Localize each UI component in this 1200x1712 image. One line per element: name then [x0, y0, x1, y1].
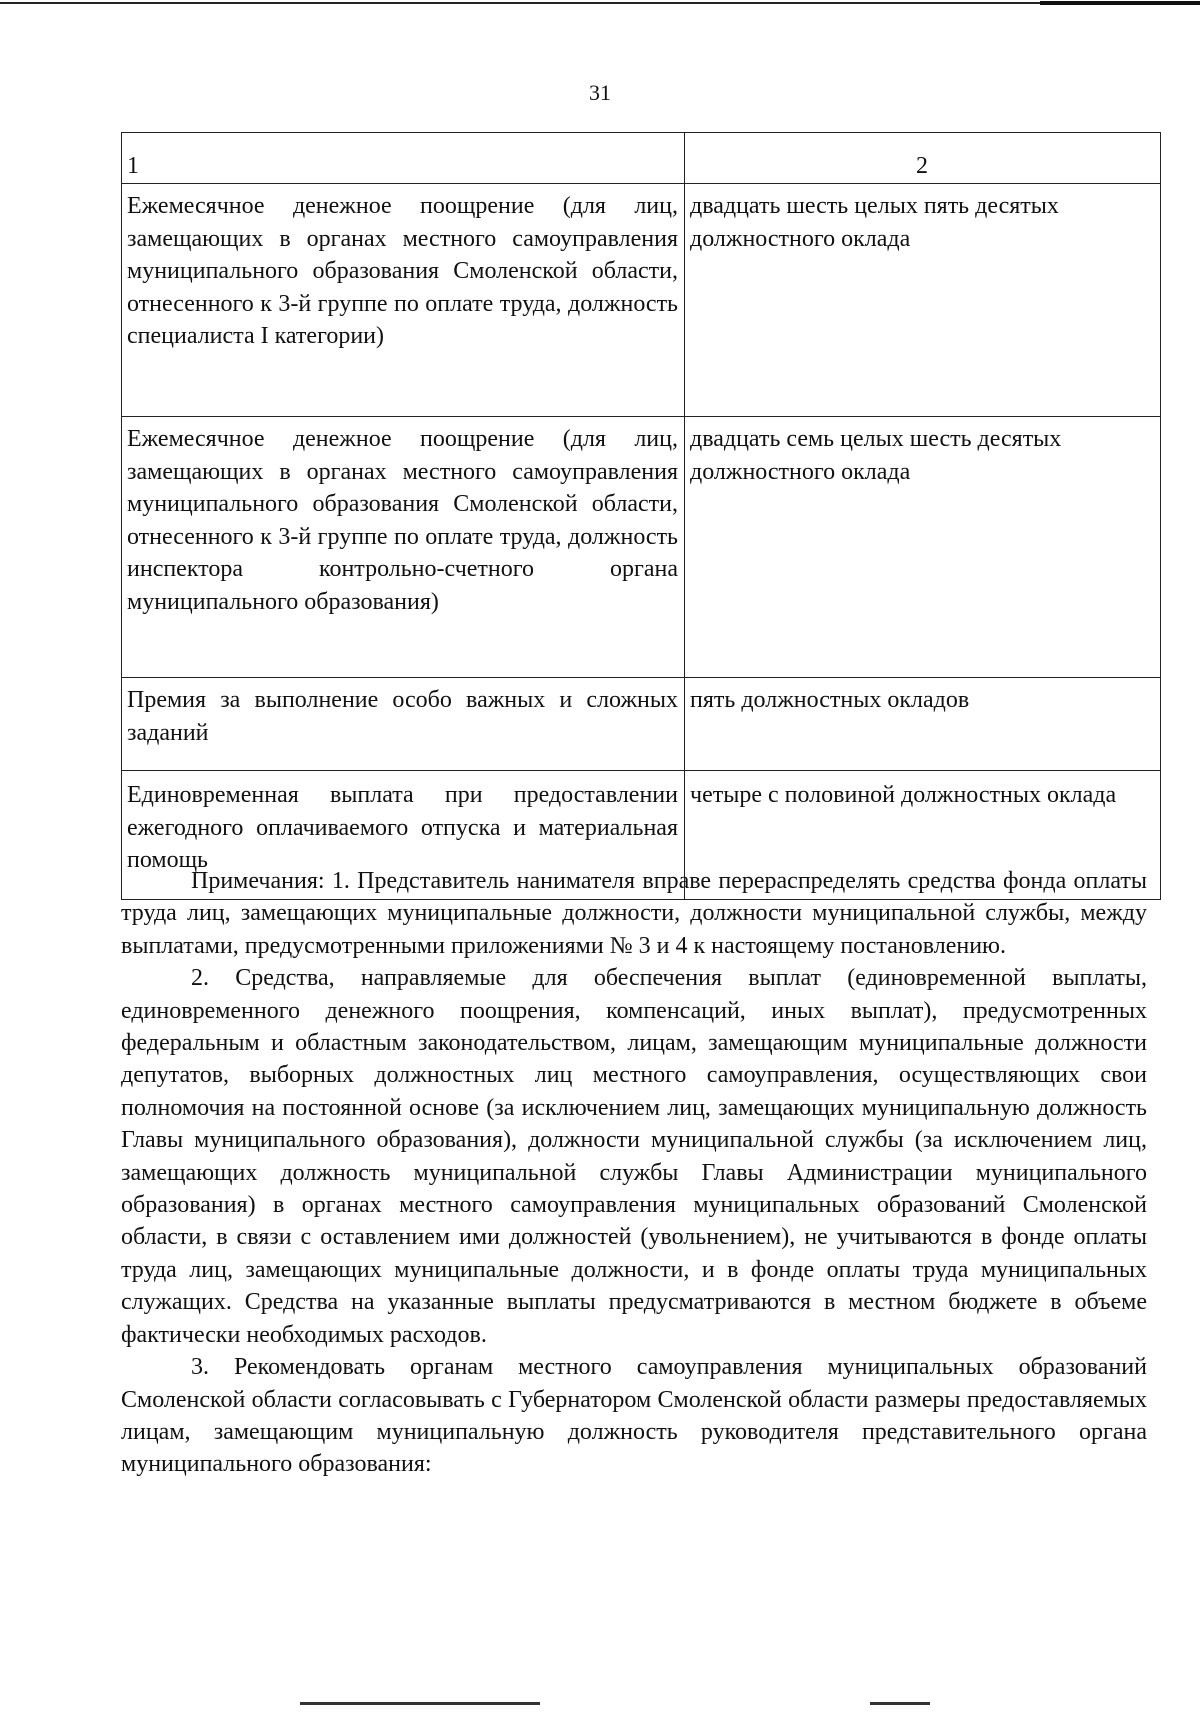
row-amount: двадцать шесть целых пять десятых должностного оклада [685, 184, 1161, 417]
row-amount: двадцать семь целых шесть десятых должностного оклада [685, 417, 1161, 678]
scan-edge-bottom [870, 1702, 930, 1705]
scan-edge-bottom [300, 1702, 540, 1705]
note-paragraph-1: Примечания: 1. Представитель нанимателя вправе перераспределять средства фонда оплаты труда лиц, замещающих муниципальные должности, должности муниципальной службы, между выплатами, предусмотренными приложениями № 3 и 4 к настоящему постановлению. [121, 868, 1147, 959]
scan-edge-mark [1040, 1, 1200, 5]
table-row [122, 678, 1161, 771]
page-number: 31 [589, 80, 611, 105]
table-header-row [122, 133, 1161, 184]
row-amount: четыре с половиной должностных оклада [685, 771, 1161, 900]
note-paragraph-2: 2. Средства, направляемые для обеспечения выплат (единовременной выплаты, единовременного денежного поощрения, компенсаций, иных выплат), предусмотренных федеральным и областным законодательством, лицам, замещающим муниципальные должности депутатов, выборных должностных лиц местного самоуправления, осуществляющих свои полномочия на постоянной основе (за исключением лиц, замещающих муниципальную должность Главы муниципального образования), должности муниципальной службы (за исключением лиц, замещающих должность муниципальной службы Главы Администрации муниципального образования) в органах местного самоуправления муниципальных образований Смоленской области, в связи с оставлением ими должностей (увольнением), не учитываются в фонде оплаты труда лиц, замещающих муниципальные должности, и в фонде оплаты труда муниципальных служащих. Средства на указанные выплаты предусматриваются в местном бюджете в объеме фактически необходимых расходов. [121, 965, 1147, 1348]
note-paragraph-3: 3. Рекомендовать органам местного самоуправления муниципальных образований Смоленской области согласовывать с Губернатором Смоленской области размеры предоставляемых лицам, замещающим муниципальную должность руководителя представительного органа муниципального образования: [121, 1354, 1147, 1478]
table-row [122, 184, 1161, 417]
row-description: Ежемесячное денежное поощрение (для лиц, замещающих в органах местного самоуправления муниципального образования Смоленской области, отнесенного к 3-й группе по оплате труда, должность инспектора контрольно-счетного органа муниципального образования) [122, 417, 685, 678]
table-header-col-1: 1 [122, 133, 685, 184]
row-amount: пять должностных окладов [685, 678, 1161, 771]
notes-section [121, 865, 1147, 1481]
row-description: Единовременная выплата при предоставлении ежегодного оплачиваемого отпуска и материальная помощь [122, 771, 685, 900]
table-header-col-2: 2 [685, 133, 1161, 184]
table-row [122, 417, 1161, 678]
row-description: Премия за выполнение особо важных и сложных заданий [122, 678, 685, 771]
scan-edge-top [0, 2, 1200, 4]
row-description: Ежемесячное денежное поощрение (для лиц, замещающих в органах местного самоуправления муниципального образования Смоленской области, отнесенного к 3-й группе по оплате труда, должность специалиста I категории) [122, 184, 685, 417]
payment-table [121, 132, 1161, 900]
